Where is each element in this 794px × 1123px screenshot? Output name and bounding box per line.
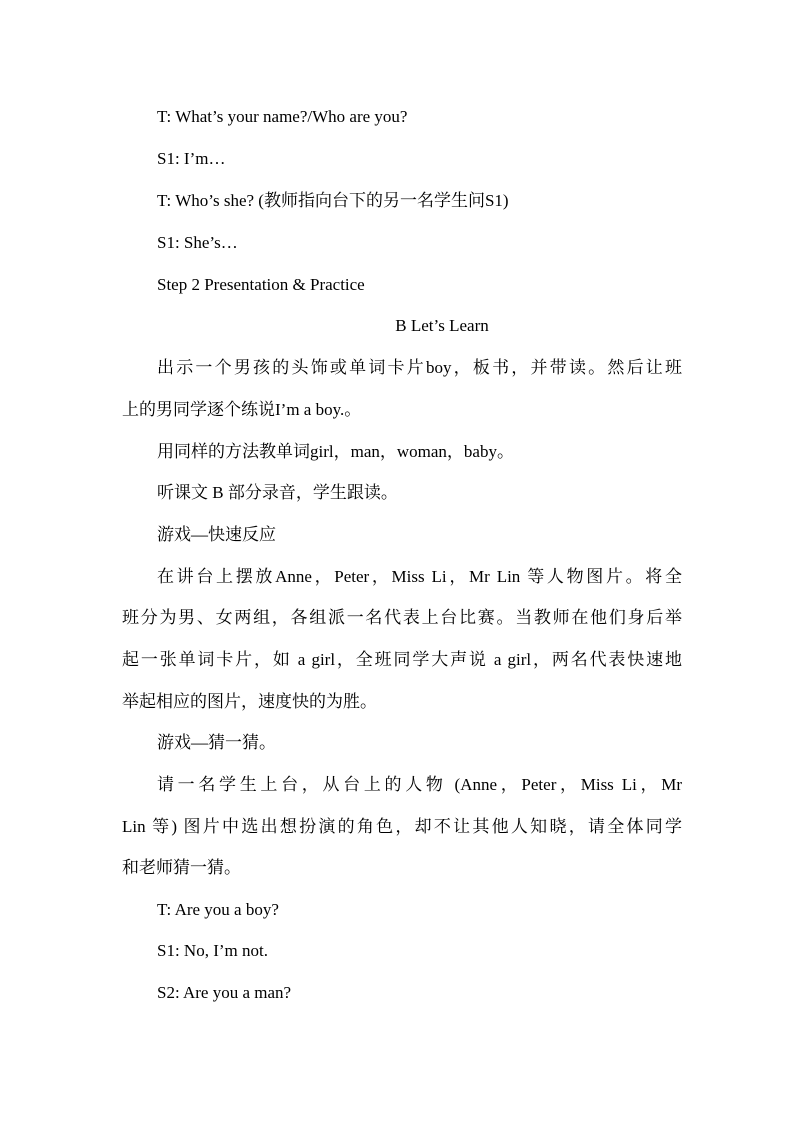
paragraph-line: 用同样的方法教单词girl，man，woman，baby。: [157, 442, 514, 461]
dialogue-line-teacher-name: T: What’s your name?/Who are you?: [157, 107, 408, 126]
paragraph-line: Lin 等) 图片中选出想扮演的角色，却不让其他人知晓，请全体同学: [122, 817, 682, 836]
dialogue-line-s1-not: S1: No, I’m not.: [157, 941, 268, 960]
dialogue-line-teacher-whos-she: T: Who’s she? (教师指向台下的另一名学生问S1): [157, 191, 509, 210]
paragraph-line: 和老师猜一猜。: [122, 858, 241, 877]
dialogue-line-s1-im: S1: I’m…: [157, 149, 226, 168]
paragraph-line: 上的男同学逐个练说I’m a boy.。: [122, 400, 362, 419]
paragraph-line: 请一名学生上台，从台上的人物 (Anne，Peter，Miss Li，Mr: [157, 775, 682, 794]
dialogue-line-teacher-boy: T: Are you a boy?: [157, 900, 279, 919]
paragraph-line: 听课文 B 部分录音，学生跟读。: [157, 483, 398, 502]
paragraph-line: 班分为男、女两组，各组派一名代表上台比赛。当教师在他们身后举: [122, 608, 682, 627]
dialogue-line-s2-man: S2: Are you a man?: [157, 983, 292, 1002]
game-heading: 游戏—猜一猜。: [157, 733, 276, 752]
paragraph-line: 出示一个男孩的头饰或单词卡片boy，板书，并带读。然后让班: [157, 358, 682, 377]
game-heading: 游戏—快速反应: [157, 525, 276, 544]
dialogue-line-s1-shes: S1: She’s…: [157, 233, 238, 252]
section-title: B Let’s Learn: [395, 316, 489, 335]
paragraph-line: 起一张单词卡片，如 a girl，全班同学大声说 a girl，两名代表快速地: [122, 650, 682, 669]
paragraph-line: 在讲台上摆放Anne，Peter，Miss Li，Mr Lin 等人物图片。将全: [157, 567, 682, 586]
paragraph-line: 举起相应的图片，速度快的为胜。: [122, 692, 377, 711]
step-heading: Step 2 Presentation & Practice: [157, 275, 365, 294]
